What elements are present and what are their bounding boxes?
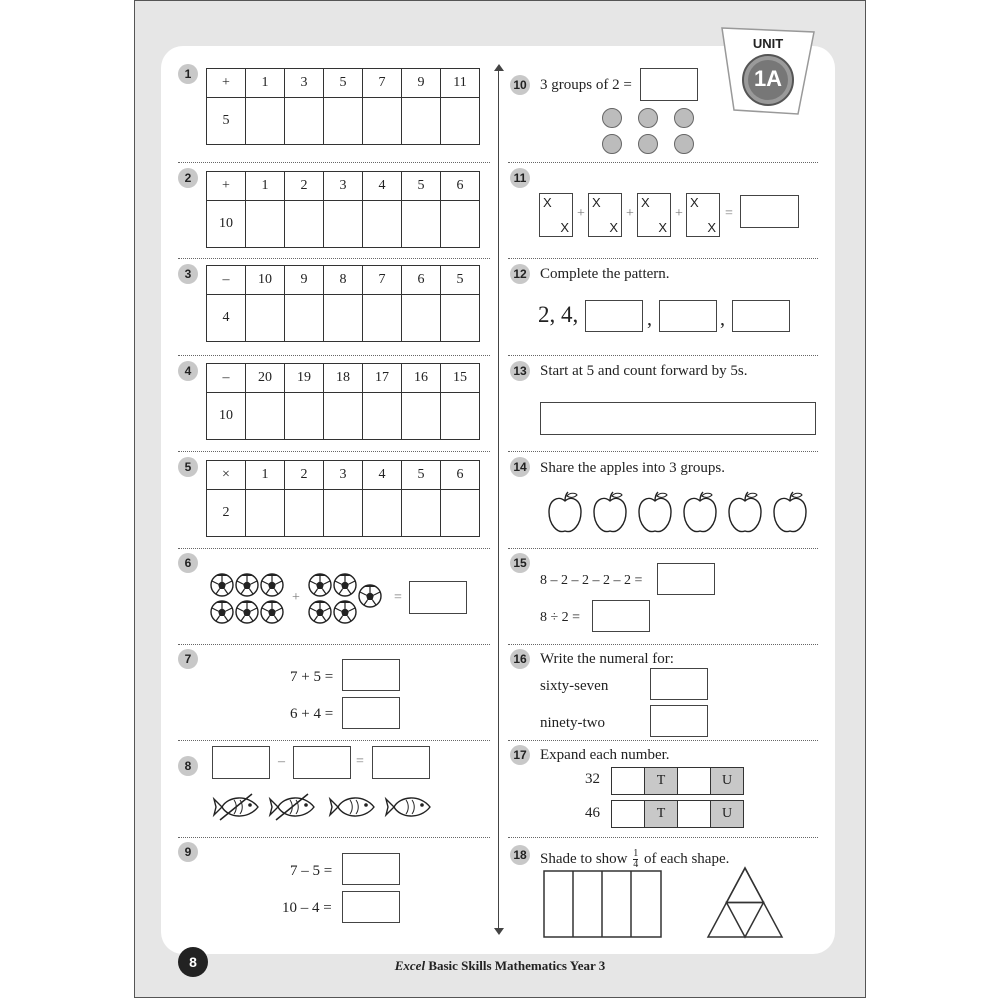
footer-book-title: Basic Skills Mathematics Year 3 [428,958,606,973]
footer-brand: Excel [394,958,426,973]
comma: , [720,308,725,330]
pattern-start: 2, 4, [538,302,579,327]
unit-label: UNIT [752,36,784,51]
answer-cell[interactable] [363,393,402,440]
question-text: Share the apples into 3 groups. [540,460,725,476]
question-number: 3 [178,264,198,284]
page-number: 8 [178,947,208,977]
question-number: 1 [178,64,198,84]
question-number: 11 [510,168,530,188]
header-cell: 6 [402,266,441,295]
fraction-numerator: 1 [633,848,639,859]
equation: 7 + 5 = [290,669,334,685]
answer-box[interactable] [372,746,430,779]
tens-label: T [645,801,678,828]
question-number: 14 [510,457,530,477]
answer-cell[interactable] [678,801,711,828]
operator-cell: + [207,69,246,98]
question-number: 6 [178,553,198,573]
header-cell: 3 [324,461,363,490]
number-label: 46 [585,805,600,821]
x-mark: X [641,195,650,210]
x-card [686,193,720,237]
row-separator [178,451,490,452]
answer-box[interactable] [212,746,270,779]
header-cell: 10 [246,266,285,295]
answer-box[interactable] [293,746,351,779]
divider-arrow-top [494,64,504,71]
answer-cell[interactable] [246,295,285,342]
equation: 6 + 4 = [290,706,334,722]
apples-icon [546,490,810,534]
question-number: 4 [178,361,198,381]
question-number: 10 [510,75,530,95]
grey-dot [602,108,622,128]
number-word: ninety-two [540,715,605,731]
header-cell: 2 [285,172,324,201]
operator-cell: – [207,266,246,295]
answer-cell[interactable] [324,201,363,248]
header-cell: 1 [246,69,285,98]
row-separator [508,644,818,645]
addition-table [206,68,480,145]
question-number: 18 [510,845,530,865]
units-label: U [711,801,744,828]
header-cell: 6 [441,461,480,490]
grey-dot [674,108,694,128]
answer-box[interactable] [342,659,400,691]
answer-box[interactable] [342,697,400,729]
answer-cell[interactable] [441,393,480,440]
header-cell: 2 [285,461,324,490]
fraction [633,849,638,870]
header-cell: 6 [441,172,480,201]
operand-cell: 2 [207,490,246,537]
grey-dot [638,134,658,154]
row-separator [178,548,490,549]
question-number: 15 [510,553,530,573]
soccer-balls-icon [206,570,406,628]
row-separator [178,740,490,741]
answer-cell[interactable] [441,295,480,342]
answer-box-wide[interactable] [540,402,816,435]
row-separator [508,548,818,549]
equals-sign: = [394,590,402,605]
answer-box[interactable] [342,853,400,885]
operand-cell: 10 [207,393,246,440]
x-mark: X [609,220,618,235]
units-label: U [711,768,744,795]
row-separator [178,837,490,838]
answer-box[interactable] [585,300,643,332]
answer-box[interactable] [659,300,717,332]
equals-sign: = [356,754,364,769]
grey-dot [602,134,622,154]
header-cell: 18 [324,364,363,393]
operand-cell: 4 [207,295,246,342]
fraction-denominator: 4 [633,859,639,870]
header-cell: 11 [441,69,480,98]
answer-cell[interactable] [363,295,402,342]
header-cell: 16 [402,364,441,393]
header-cell: 5 [324,69,363,98]
question-number: 12 [510,264,530,284]
subtraction-table [206,265,480,342]
row-separator [508,162,818,163]
plus-sign: + [577,206,585,221]
answer-cell[interactable] [285,201,324,248]
header-cell: 8 [324,266,363,295]
header-cell: 19 [285,364,324,393]
equation: 7 – 5 = [290,863,333,879]
answer-cell[interactable] [363,201,402,248]
question-number: 8 [178,756,198,776]
question-number: 7 [178,649,198,669]
multiplication-table [206,460,480,537]
header-cell: 7 [363,69,402,98]
question-number: 16 [510,649,530,669]
x-card [588,193,622,237]
answer-cell[interactable] [612,801,645,828]
x-card [637,193,671,237]
x-mark: X [560,220,569,235]
answer-box[interactable] [409,581,467,614]
divider-arrow-bottom [494,928,504,935]
row-separator [178,258,490,259]
answer-cell[interactable] [678,768,711,795]
answer-cell[interactable] [324,393,363,440]
x-mark: X [707,220,716,235]
question-text: Complete the pattern. [540,266,670,282]
answer-cell[interactable] [246,393,285,440]
answer-cell[interactable] [324,490,363,537]
comma: , [647,308,652,330]
answer-box[interactable] [732,300,790,332]
answer-cell[interactable] [246,201,285,248]
triangle-shape[interactable] [706,866,784,940]
text-before: Shade to show [540,850,628,867]
answer-cell[interactable] [441,98,480,145]
answer-cell[interactable] [402,201,441,248]
question-number: 17 [510,745,530,765]
unit-code: 1A [753,66,783,91]
header-cell: 9 [402,69,441,98]
header-cell: 5 [402,461,441,490]
place-value-table [611,800,744,828]
answer-box[interactable] [592,600,650,632]
x-mark: X [658,220,667,235]
grey-dot [674,134,694,154]
row-separator [508,355,818,356]
header-cell: 4 [363,172,402,201]
operator-cell: – [207,364,246,393]
subtraction-table [206,363,480,440]
number-word: sixty-seven [540,678,609,694]
x-card [539,193,573,237]
text-after: of each shape. [644,850,730,867]
header-cell: 5 [441,266,480,295]
answer-box[interactable] [650,705,708,737]
question-number: 2 [178,168,198,188]
tens-label: T [645,768,678,795]
question-text: 3 groups of 2 = [540,77,632,93]
row-separator [508,740,818,741]
answer-cell[interactable] [285,490,324,537]
row-separator [508,837,818,838]
question-number: 5 [178,457,198,477]
row-separator [178,162,490,163]
number-label: 32 [585,771,600,787]
row-separator [508,258,818,259]
unit-badge [720,26,816,118]
question-text: Write the numeral for: [540,651,674,667]
column-divider [498,68,499,928]
answer-cell[interactable] [285,295,324,342]
plus-sign: + [292,590,300,605]
header-cell: 7 [363,266,402,295]
question-text [540,849,729,870]
header-cell: 5 [402,172,441,201]
header-cell: 3 [285,69,324,98]
addition-table [206,171,480,248]
header-cell: 17 [363,364,402,393]
grey-dot [638,108,658,128]
operand-cell: 5 [207,98,246,145]
answer-box[interactable] [342,891,400,923]
header-cell: 1 [246,172,285,201]
answer-cell[interactable] [246,98,285,145]
answer-cell[interactable] [402,490,441,537]
answer-cell[interactable] [612,768,645,795]
operand-cell: 10 [207,201,246,248]
x-mark: X [690,195,699,210]
row-separator [178,644,490,645]
answer-cell[interactable] [441,201,480,248]
equation: 8 ÷ 2 = [540,610,581,625]
operator-cell: × [207,461,246,490]
header-cell: 3 [324,172,363,201]
question-text: Start at 5 and count forward by 5s. [540,363,748,379]
operator-cell: + [207,172,246,201]
answer-cell[interactable] [285,393,324,440]
header-cell: 15 [441,364,480,393]
answer-cell[interactable] [324,295,363,342]
answer-cell[interactable] [246,490,285,537]
x-mark: X [543,195,552,210]
header-cell: 20 [246,364,285,393]
question-text: Expand each number. [540,747,670,763]
x-mark: X [592,195,601,210]
place-value-table [611,767,744,795]
answer-box[interactable] [657,563,715,595]
header-cell: 1 [246,461,285,490]
equation: 10 – 4 = [282,900,332,916]
answer-cell[interactable] [363,490,402,537]
answer-cell[interactable] [324,98,363,145]
fish-icon [212,790,436,824]
answer-box[interactable] [740,195,799,228]
answer-cell[interactable] [402,295,441,342]
header-cell: 9 [285,266,324,295]
header-cell: 4 [363,461,402,490]
plus-sign: + [626,206,634,221]
answer-cell[interactable] [441,490,480,537]
plus-sign: + [675,206,683,221]
answer-cell[interactable] [402,393,441,440]
question-number: 13 [510,361,530,381]
equals-sign: = [725,206,733,221]
answer-cell[interactable] [285,98,324,145]
answer-box[interactable] [650,668,708,700]
row-separator [178,355,490,356]
rectangle-shape[interactable] [543,870,663,940]
answer-box[interactable] [640,68,698,101]
minus-sign: – [278,754,285,769]
footer-title [0,958,1000,974]
row-separator [508,451,818,452]
question-number: 9 [178,842,198,862]
equation: 8 – 2 – 2 – 2 – 2 = [540,573,643,588]
answer-cell[interactable] [402,98,441,145]
answer-cell[interactable] [363,98,402,145]
